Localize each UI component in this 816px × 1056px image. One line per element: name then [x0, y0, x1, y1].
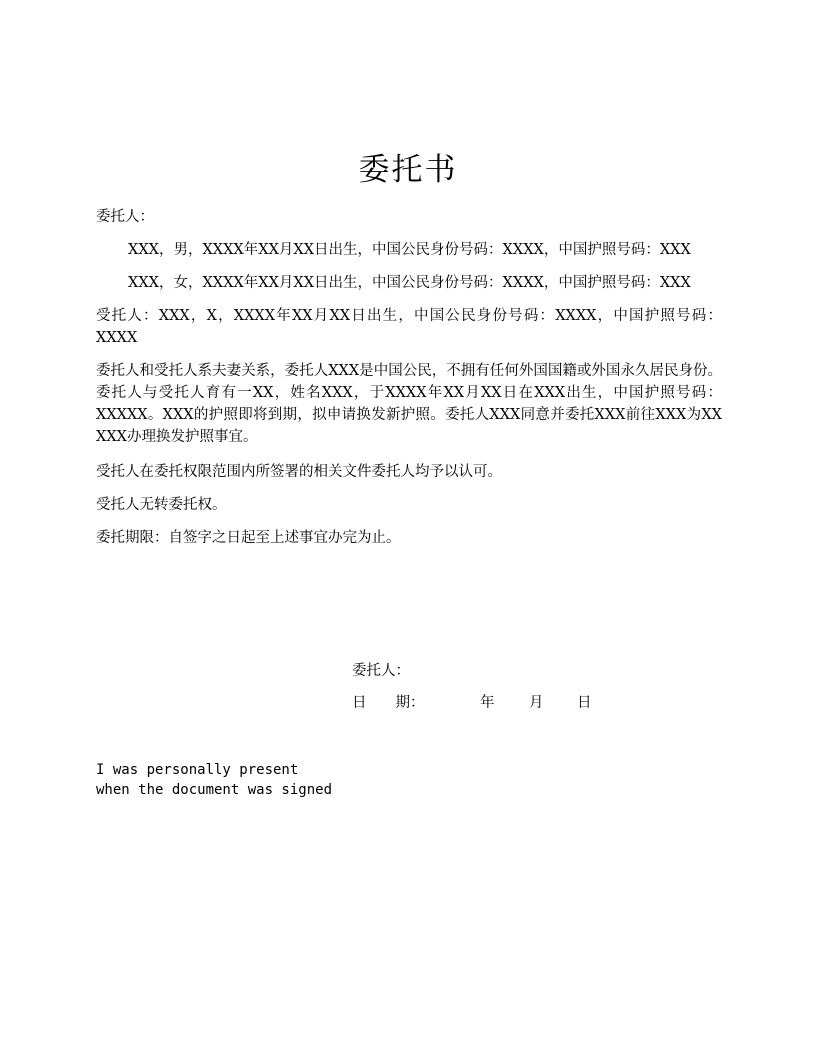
document-title: 委托书: [358, 152, 458, 188]
witness-note-line-2: when the document was signed: [96, 782, 333, 798]
principal-1-details: XXX，男，XXXX年XX月XX日出生，中国公民身份号码：XXXX，中国护照号码：XXX: [128, 242, 691, 258]
signature-principal-label: 委托人：: [352, 663, 410, 679]
witness-note-line-1: I was personally present: [96, 762, 299, 778]
principal-label: 委托人：: [96, 209, 154, 225]
day-label: 日: [577, 695, 592, 711]
no-sub-delegation-clause: 受托人无转委托权。: [96, 497, 227, 513]
year-label: 年: [480, 695, 495, 711]
month-label: 月: [529, 695, 544, 711]
date-label: 日 期：: [352, 695, 425, 711]
agent-details: 受托人：XXX，X，XXXX年XX月XX日出生，中国公民身份号码：XXXX，中国护照号码：XXXX: [96, 308, 722, 346]
authority-paragraph: 受托人在委托权限范围内所签署的相关文件委托人均予以认可。: [96, 464, 502, 480]
relationship-paragraph: 委托人和受托人系夫妻关系，委托人XXX是中国公民，不拥有任何外国国籍或外国永久居民身份。委托人与受托人育有一XX，姓名XXX，于XXXX年XX月XX日在XXX出生，中国护照号码：XXXXX。XXX的护照即将到期，拟申请换发新护照。委托人XXX同意并委托XXX前往XXX为XX XXX办理换发护照事宜。: [96, 363, 737, 445]
term-clause: 委托期限：自签字之日起至上述事宜办完为止。: [96, 530, 401, 546]
principal-2-details: XXX，女，XXXX年XX月XX日出生，中国公民身份号码：XXXX，中国护照号码：XXX: [128, 275, 691, 291]
